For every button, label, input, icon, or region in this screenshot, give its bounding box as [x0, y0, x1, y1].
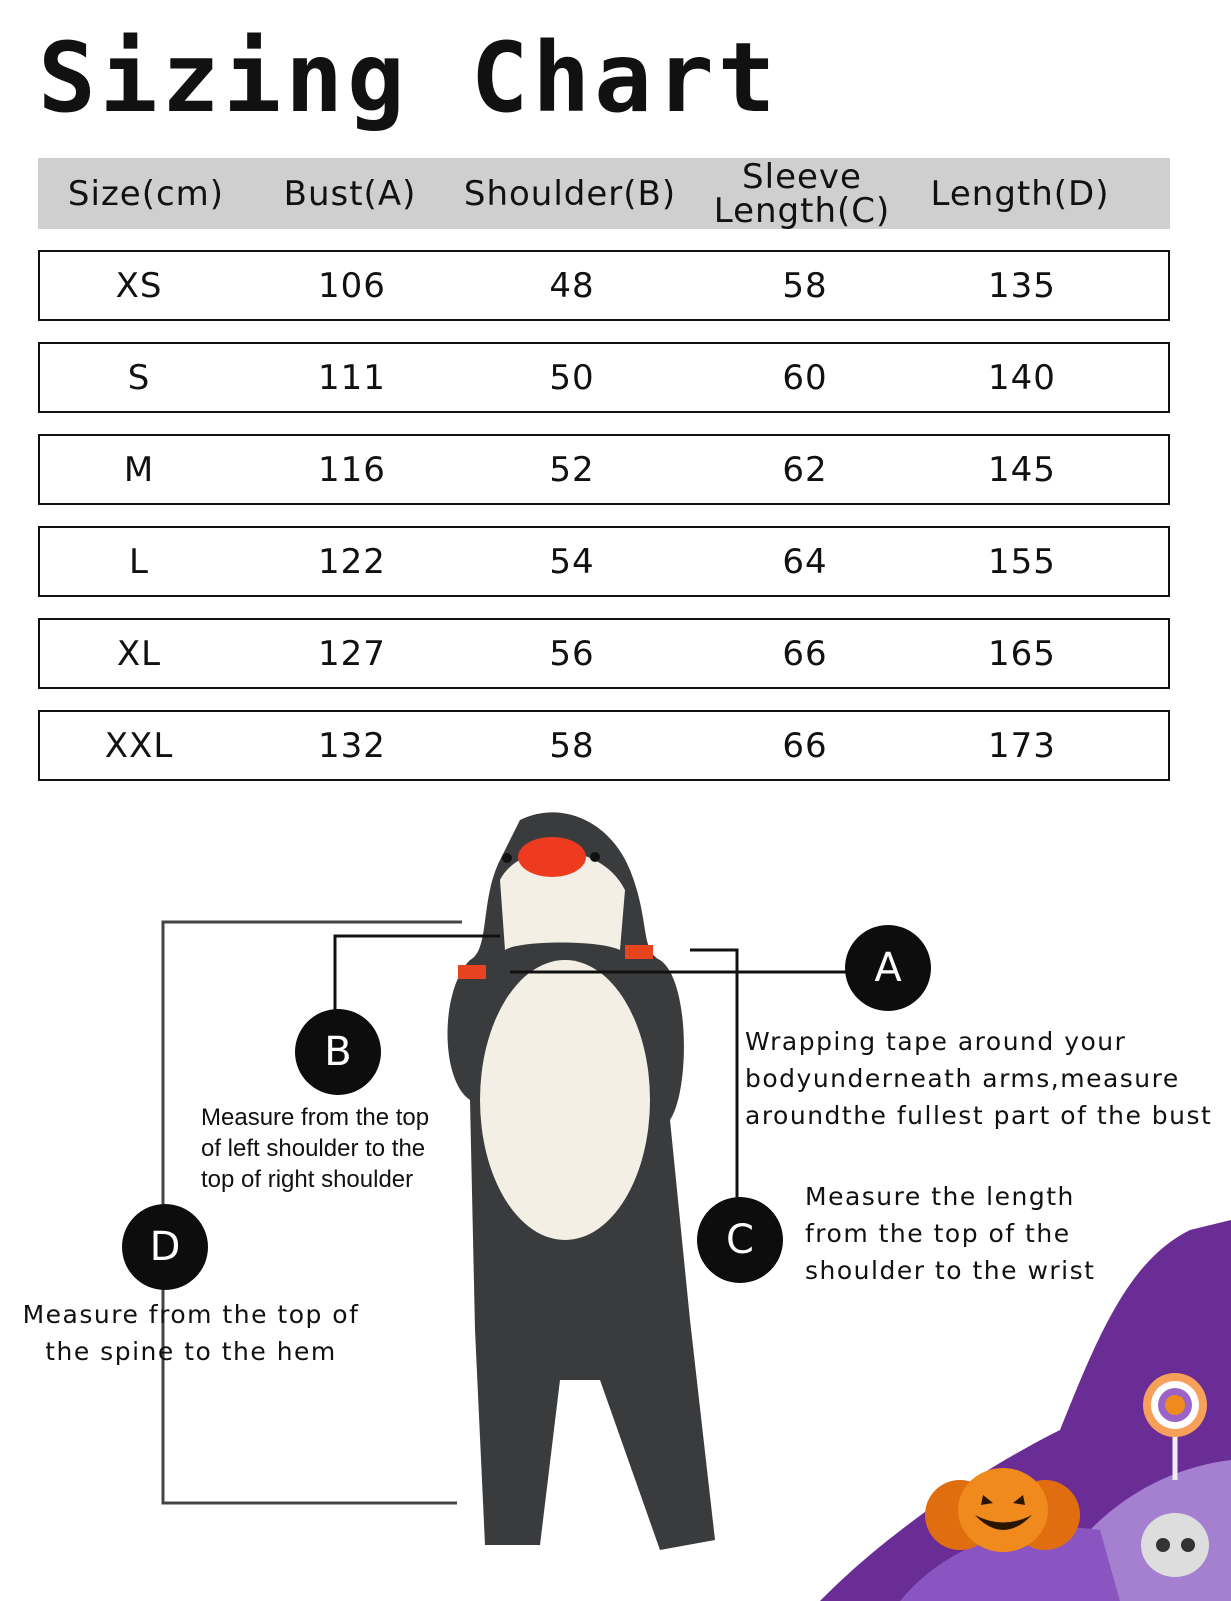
length-d-line [163, 922, 462, 1503]
table-cell: 173 [988, 725, 1056, 766]
sleeve-description [805, 1178, 1095, 1289]
table-cell: 132 [318, 725, 386, 766]
table-cell: 165 [988, 633, 1056, 674]
text-line: from the top of the [805, 1219, 1071, 1248]
text-line: Measure from the top [201, 1104, 430, 1131]
table-cell: 48 [549, 265, 595, 306]
table-cell: 140 [988, 357, 1056, 398]
table-cell: 56 [549, 633, 595, 674]
table-cell: M [123, 449, 155, 490]
lollipop-icon [1143, 1373, 1207, 1437]
text-line: aroundthe fullest part of the bust [745, 1101, 1213, 1130]
table-cell: 122 [318, 541, 386, 582]
table-cell: 64 [782, 541, 828, 582]
marker-d: D [122, 1204, 208, 1290]
text-line: bodyunderneath arms,measure [745, 1064, 1180, 1093]
table-cell: XXL [104, 725, 174, 766]
text-line: the spine to the hem [45, 1337, 337, 1366]
table-cell: 58 [549, 725, 595, 766]
text-line: shoulder to the wrist [805, 1256, 1096, 1285]
page-title: Sizing Chart [38, 22, 780, 134]
penguin-costume-figure [448, 812, 716, 1550]
table-cell: 66 [782, 633, 828, 674]
table-cell: XL [116, 633, 162, 674]
header-size: Size(cm) [67, 173, 225, 214]
header-bust: Bust(A) [283, 173, 417, 214]
marker-b: B [295, 1009, 381, 1095]
skull-icon [1141, 1513, 1209, 1577]
length-description [6, 1296, 376, 1370]
table-cell: 62 [782, 449, 828, 490]
header-sleeve-line2: Length(C) [713, 190, 891, 231]
marker-c: C [697, 1197, 783, 1283]
text-line: Measure from the top of [22, 1300, 360, 1329]
table-cell: 111 [318, 357, 386, 398]
text-line: top of right shoulder [201, 1166, 414, 1193]
bust-description [745, 1023, 1212, 1134]
table-cell: 60 [782, 357, 828, 398]
table-cell: 135 [988, 265, 1056, 306]
table-cell: 116 [318, 449, 386, 490]
table-cell: 54 [549, 541, 595, 582]
table-cell: L [129, 541, 149, 582]
table-cell: 50 [549, 357, 595, 398]
table-cell: 52 [549, 449, 595, 490]
marker-a: A [845, 925, 931, 1011]
table-cell: 58 [782, 265, 828, 306]
table-cell: 155 [988, 541, 1056, 582]
text-line: Wrapping tape around your [745, 1027, 1127, 1056]
table-cell: 66 [782, 725, 828, 766]
sleeve-c-line [690, 950, 737, 1198]
table-cell: 106 [318, 265, 386, 306]
table-cell: S [127, 357, 151, 398]
header-shoulder: Shoulder(B) [463, 173, 677, 214]
text-line: of left shoulder to the [201, 1135, 426, 1162]
header-sleeve-line1: Sleeve [742, 156, 862, 197]
text-line: Measure the length [805, 1182, 1075, 1211]
table-cell: 127 [318, 633, 386, 674]
shoulder-description [201, 1102, 429, 1195]
header-length: Length(D) [930, 173, 1110, 214]
table-cell: 145 [988, 449, 1056, 490]
table-cell: XS [115, 265, 163, 306]
